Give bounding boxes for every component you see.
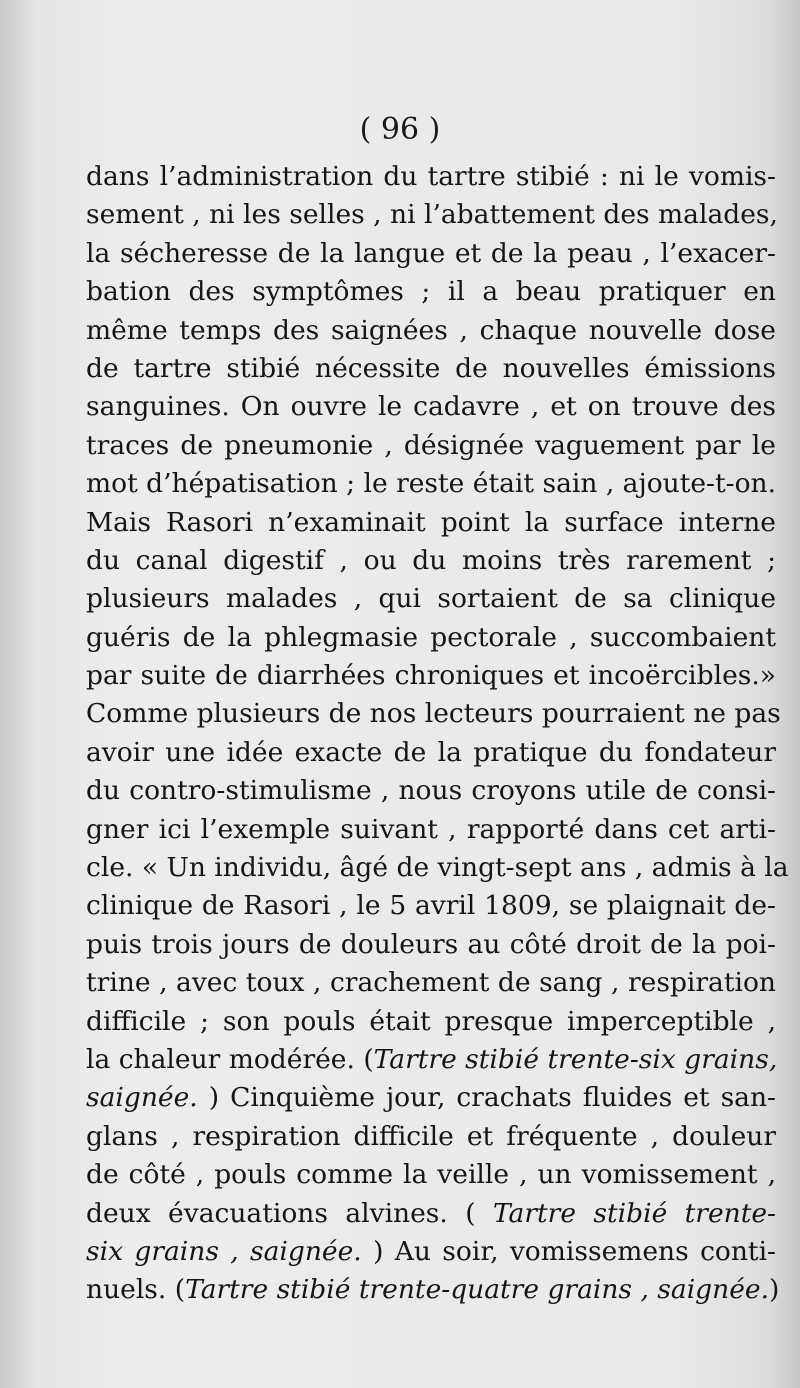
text-segment: guéris de la phlegmasie pectorale , succombaient xyxy=(86,621,776,653)
text-line xyxy=(86,926,776,964)
text-segment: la sécheresse de la langue et de la peau , l’exacer- xyxy=(86,237,776,269)
text-line xyxy=(86,235,776,273)
text-line xyxy=(86,1041,776,1079)
text-segment: ) xyxy=(769,1274,780,1306)
text-line xyxy=(86,1003,776,1041)
text-line xyxy=(86,427,776,465)
text-segment: ) Au soir, vomissemens conti- xyxy=(361,1235,777,1267)
text-segment: difficile ; son pouls était presque imperceptible , xyxy=(86,1005,776,1037)
text-segment: ) Cinquième jour, crachats fluides et san- xyxy=(197,1082,776,1114)
text-segment: plusieurs malades , qui sortaient de sa clinique xyxy=(86,583,776,615)
text-segment: du contro-stimulisme , nous croyons utile de consi- xyxy=(86,775,776,807)
text-line xyxy=(86,1195,776,1233)
text-line xyxy=(86,580,776,618)
text-line xyxy=(86,273,776,311)
text-line xyxy=(86,695,781,733)
text-line xyxy=(86,1118,776,1156)
italic-text: Tartre stibié trente-six grains, xyxy=(373,1043,778,1075)
text-segment: trine , avec toux , crachement de sang , respiration xyxy=(86,967,776,999)
text-line xyxy=(86,772,776,810)
text-line xyxy=(86,465,776,503)
text-segment: avoir une idée exacte de la pratique du fondateur xyxy=(86,736,776,768)
italic-text: saignée. xyxy=(86,1082,198,1114)
text-segment: deux évacuations alvines. ( xyxy=(86,1197,493,1229)
text-segment: de côté , pouls comme la veille , un vomissement , xyxy=(86,1159,776,1191)
text-line xyxy=(86,1233,776,1271)
text-segment: du canal digestif , ou du moins très rarement ; xyxy=(86,544,776,576)
text-line xyxy=(86,350,776,388)
italic-text: Tartre stibié trente- xyxy=(492,1197,776,1229)
text-segment: sement , ni les selles , ni l’abattement des malades, xyxy=(86,199,778,231)
text-line xyxy=(86,1271,780,1309)
text-line xyxy=(86,158,776,196)
text-segment: mot d’hépatisation ; le reste était sain , ajoute-t-on. xyxy=(86,468,777,500)
text-line xyxy=(86,964,776,1002)
text-line xyxy=(86,657,776,695)
text-segment: Mais Rasori n’examinait point la surface interne xyxy=(86,506,776,538)
text-line xyxy=(86,887,776,925)
text-segment: même temps des saignées , chaque nouvelle dose xyxy=(86,314,776,346)
text-segment: bation des symptômes ; il a beau pratiquer en xyxy=(86,276,776,308)
text-line xyxy=(86,849,789,887)
text-line xyxy=(86,811,776,849)
text-segment: sanguines. On ouvre le cadavre , et on trouve des xyxy=(86,391,776,423)
text-segment: cle. « Un individu, âgé de vingt-sept ans , admis à la xyxy=(86,852,789,884)
italic-text: six grains , saignée. xyxy=(86,1235,362,1267)
text-line xyxy=(86,1079,776,1117)
text-segment: la chaleur modérée. ( xyxy=(86,1043,374,1075)
text-line xyxy=(86,312,776,350)
text-line xyxy=(86,542,776,580)
body-text xyxy=(86,158,789,1310)
text-segment: clinique de Rasori , le 5 avril 1809, se plaignait de- xyxy=(86,890,776,922)
text-line xyxy=(86,196,776,234)
text-segment: par suite de diarrhées chroniques et incoërcibles.» xyxy=(86,660,776,692)
text-line xyxy=(86,619,776,657)
text-line xyxy=(86,388,776,426)
text-segment: glans , respiration difficile et fréquente , douleur xyxy=(86,1120,776,1152)
page-number: ( 96 ) xyxy=(359,112,441,147)
text-segment: puis trois jours de douleurs au côté droit de la poi- xyxy=(86,928,776,960)
text-segment: de tartre stibié nécessite de nouvelles émissions xyxy=(86,352,776,384)
text-segment: dans l’administration du tartre stibié : ni le vomis- xyxy=(86,161,776,192)
text-segment: traces de pneumonie , désignée vaguement par le xyxy=(86,429,776,461)
text-segment: Comme plusieurs de nos lecteurs pourraient ne pas xyxy=(86,698,781,730)
text-line xyxy=(86,504,776,542)
text-line xyxy=(86,1156,776,1194)
italic-text: Tartre stibié trente-quatre grains , saignée. xyxy=(185,1274,769,1306)
text-segment: gner ici l’exemple suivant , rapporté dans cet arti- xyxy=(86,813,776,845)
text-segment: nuels. ( xyxy=(86,1274,186,1306)
text-line xyxy=(86,734,776,772)
